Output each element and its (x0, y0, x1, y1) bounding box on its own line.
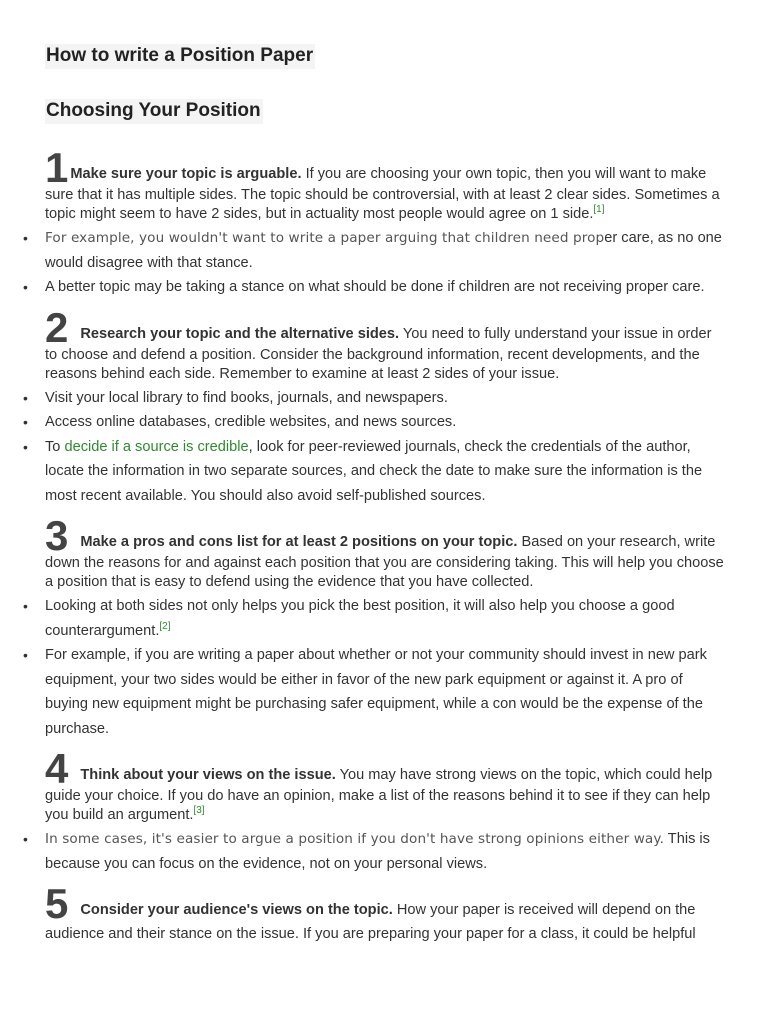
step-5 (45, 880, 725, 946)
step-1-paragraph (45, 144, 725, 224)
bullet-text: A better topic may be taking a stance on what should be done if children are not receiving proper care. (45, 279, 705, 295)
step-text: You need to fully understand your issue in order to choose and defend a position. Consider the background information, recent developments, and the reasons behind each side. Remember to examine at least 2 sides of your issue. (45, 325, 712, 382)
step-4-paragraph (45, 745, 725, 825)
list-item (23, 827, 725, 876)
step-number: 3 (45, 512, 69, 559)
step-1 (45, 144, 725, 224)
step-text: Based on your research, write down the reasons for and against each position that you are considering taking. This will help you choose a position that is easy to defend using the evidence that you have collected. (45, 534, 724, 590)
bullet-icon: • (23, 438, 28, 455)
step-3-paragraph (45, 512, 725, 592)
faded-text: In some cases, it's easier to argue a position if you don't have strong opinions either way. (45, 831, 664, 847)
list-item (23, 226, 725, 275)
section-heading: Choosing Your Position (45, 99, 263, 124)
bullet-text: Looking at both sides not only helps you pick the best position, it will also help you choose a good counterargument. (45, 598, 675, 639)
bullet-pre-text: To (45, 438, 65, 455)
bullet-text: Access online databases, credible websites, and news sources. (45, 414, 457, 430)
credible-source-link[interactable]: decide if a source is credible (64, 438, 249, 455)
bullet-text: Visit your local library to find books, journals, and newspapers. (45, 389, 448, 406)
faded-text: For example, you wouldn't want to write a paper arguing that children need prop (45, 230, 605, 246)
citation-link[interactable]: [3] (193, 805, 205, 817)
step-lead: Research your topic and the alternative sides. (80, 325, 400, 342)
step-5-paragraph (45, 880, 725, 946)
citation-link[interactable]: [2] (159, 620, 171, 632)
step-text: If you are choosing your own topic, then you will want to make sure that it has multiple sides. The topic should be controversial, with at least 2 clear sides. Sometimes a topic might seem to have 2 sides, but in actuality most people would agree on 1 side. (45, 166, 720, 222)
step-text: How your paper is received will depend on the audience and their stance on the issue. If you are preparing your paper for a class, it could be helpful (45, 902, 696, 942)
step-2-bullets (23, 386, 725, 509)
list-item (23, 435, 725, 509)
list-item (23, 386, 725, 411)
bullet-icon: • (23, 831, 28, 847)
step-lead: Make a pros and cons list for at least 2 positions on your topic. (80, 534, 518, 550)
bullet-text: This is because you can focus on the evidence, not on your personal views. (45, 831, 710, 872)
list-item (23, 275, 725, 300)
citation-link[interactable]: [1] (593, 204, 605, 216)
bullet-icon: • (23, 389, 28, 406)
step-number: 4 (45, 745, 69, 792)
step-2 (45, 303, 725, 384)
list-item (23, 594, 725, 643)
step-text: You may have strong views on the topic, which could help guide your choice. If you do have an opinion, make a list of the reasons behind it to see if they can help you build an argument. (45, 767, 713, 823)
step-lead: Think about your views on the issue. (80, 767, 336, 783)
bullet-icon: • (23, 279, 28, 295)
bullet-icon: • (23, 414, 28, 430)
step-3 (45, 512, 725, 592)
list-item (23, 643, 725, 741)
bullet-icon: • (23, 230, 28, 246)
step-2-paragraph (45, 303, 725, 384)
list-item (23, 410, 725, 435)
document-page (23, 44, 725, 946)
bullet-text: er care, as no one would disagree with that stance. (45, 230, 722, 271)
step-lead: Make sure your topic is arguable. (70, 166, 302, 182)
step-number: 2 (45, 303, 69, 351)
page-title: How to write a Position Paper (45, 44, 315, 69)
step-number: 5 (45, 880, 69, 927)
step-1-bullets (23, 226, 725, 300)
bullet-icon: • (23, 598, 28, 614)
step-number: 1 (45, 144, 69, 191)
bullet-text: , look for peer-reviewed journals, check the credentials of the author, locate the information in two separate sources, and check the date to make sure the information is the most recent available. You should also avoid self-published sources. (45, 438, 703, 504)
bullet-icon: • (23, 647, 28, 663)
bullet-text: For example, if you are writing a paper about whether or not your community should invest in new park equipment, your two sides would be either in favor of the new park equipment or against it. A pro of buying new equipment might be purchasing safer equipment, while a con would be the expense of the purchase. (45, 647, 707, 737)
step-lead: Consider your audience's views on the topic. (80, 902, 393, 918)
step-4 (45, 745, 725, 825)
step-3-bullets (23, 594, 725, 741)
step-4-bullets (23, 827, 725, 876)
